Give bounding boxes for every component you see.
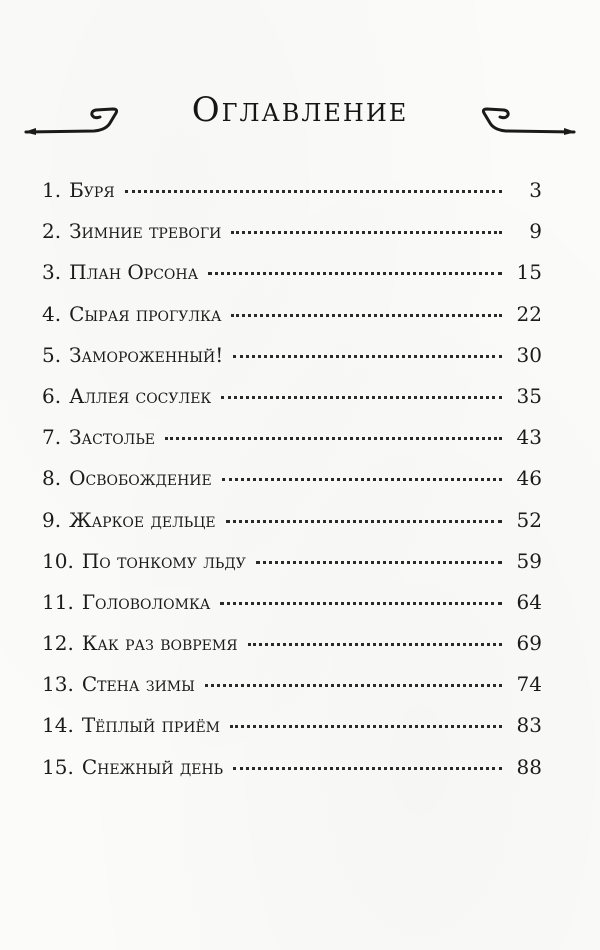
toc-entry-number: 15. [42,754,74,779]
toc-entry-number: 12. [42,631,74,656]
toc-entry-title: По тонкому льду [81,548,246,573]
toc-entry-page-number: 46 [516,466,542,491]
toc-entry-page-number: 59 [516,548,542,573]
toc-entry-title: Аллея сосулек [69,383,212,408]
toc-entry-number: 11. [42,589,74,614]
toc-entry-page-number: 88 [516,754,542,779]
toc-entry-number: 5. [42,342,62,367]
right-arrow-ornament-icon [468,98,578,138]
dot-leader [231,314,502,317]
dot-leader [221,396,502,399]
toc-entry-number: 8. [42,466,62,491]
toc-entry-page-number: 30 [516,342,542,367]
toc-entry [42,178,542,219]
dot-leader [125,190,502,193]
toc-entry-title: Буря [69,178,115,202]
toc-entry-page-number: 43 [516,425,542,450]
toc-entry [42,302,542,343]
toc-entry [42,425,542,466]
toc-entry [42,219,542,260]
dot-leader [165,437,502,440]
dot-leader [231,231,502,234]
toc-entry-number: 4. [42,301,62,326]
dot-leader [233,355,502,358]
dot-leader [230,725,502,728]
toc-entry [42,260,542,301]
dot-leader [248,643,502,646]
toc-entry-title: План Орсона [69,260,199,285]
toc-entry-number: 13. [42,672,74,697]
toc-entry-number: 9. [42,507,62,532]
toc-entry-title: Освобождение [69,466,212,491]
toc-entry [42,631,542,672]
toc-entry-number: 14. [42,713,74,738]
dot-leader [226,520,502,523]
toc-entry-title: Жаркое дельце [69,507,216,532]
toc-entry-page-number: 64 [516,589,542,614]
toc-entry-page-number: 15 [516,260,542,285]
toc-entry-page-number: 69 [516,631,542,656]
toc-entry [42,343,542,384]
toc-entry-title: Застолье [69,425,156,450]
dot-leader [205,684,502,687]
toc-entry-title: Замороженный! [69,342,224,367]
toc-entry [42,508,542,549]
toc-entry-number: 3. [42,260,62,285]
toc-entry [42,672,542,713]
toc-entry-number: 10. [42,548,74,573]
toc-entry-number: 6. [42,383,62,408]
page-title: Оглавление [191,90,409,130]
toc-entry-page-number: 3 [529,178,542,202]
toc-entry [42,590,542,631]
dot-leader [220,602,502,605]
toc-entry [42,384,542,425]
toc-entry-title: Стена зимы [81,672,195,697]
toc-entry-number: 1. [42,178,62,202]
toc-entry [42,549,542,590]
toc-entry-title: Головоломка [81,589,211,614]
dot-leader [222,478,502,481]
toc-entry-page-number: 74 [516,672,542,697]
table-of-contents [42,178,542,796]
dot-leader [256,561,502,564]
toc-entry-page-number: 22 [516,301,542,326]
toc-entry-page-number: 9 [529,219,542,244]
toc-entry-page-number: 52 [516,507,542,532]
toc-entry-page-number: 83 [516,713,542,738]
toc-entry-page-number: 35 [516,383,542,408]
toc-entry-number: 7. [42,425,62,450]
dot-leader [208,272,502,275]
toc-entry-title: Тёплый приём [81,713,220,738]
toc-entry-number: 2. [42,219,62,244]
toc-entry [42,713,542,754]
toc-header [0,80,600,150]
toc-entry [42,755,542,796]
toc-entry-title: Сырая прогулка [69,301,222,326]
toc-entry-title: Как раз вовремя [81,631,238,656]
toc-entry [42,466,542,507]
toc-entry-title: Зимние тревоги [69,219,222,244]
dot-leader [233,767,502,770]
toc-entry-title: Снежный день [81,754,224,779]
